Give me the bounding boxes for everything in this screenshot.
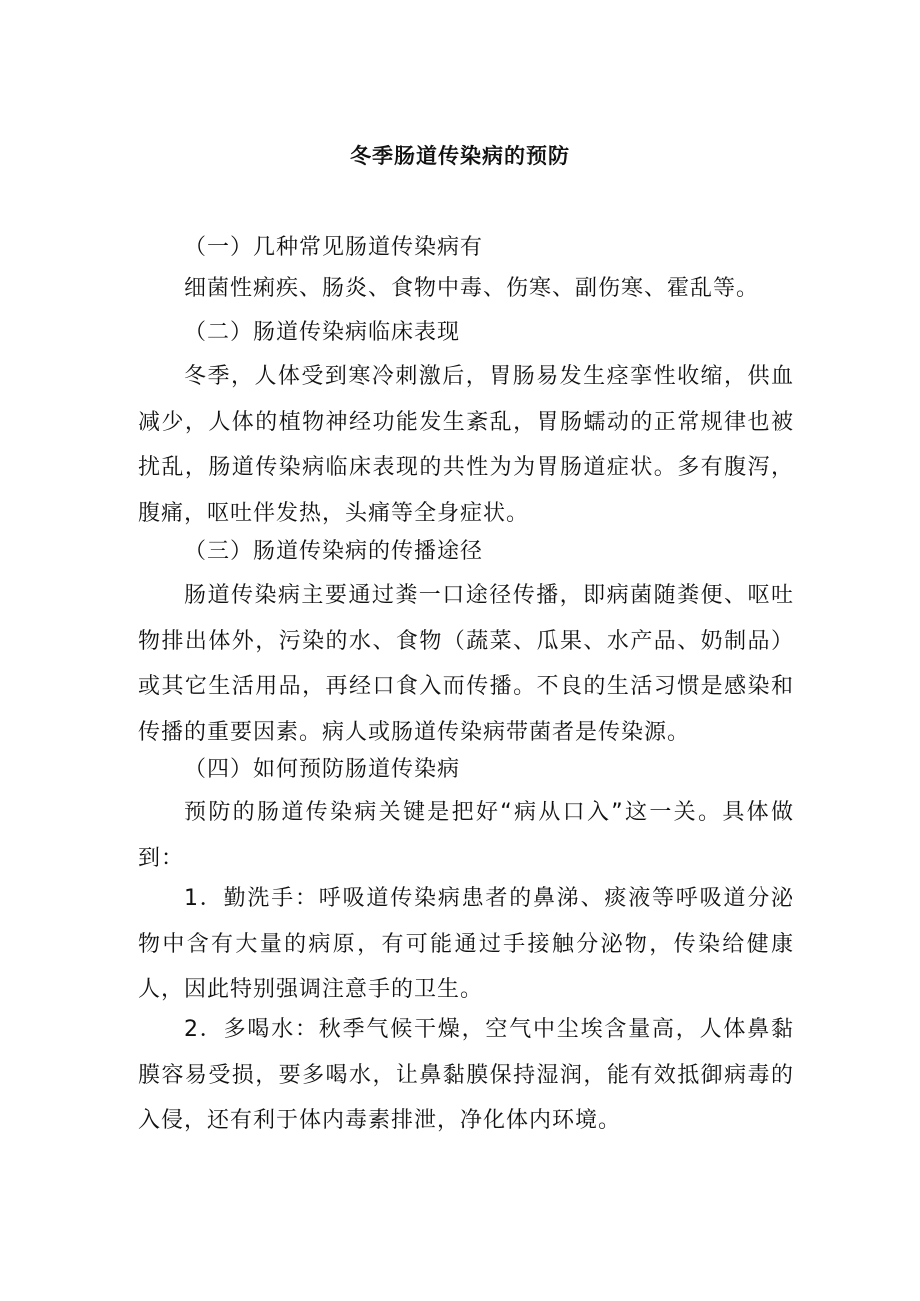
section-heading-4: （四）如何预防肠道传染病 bbox=[184, 757, 461, 782]
list-item-2: 2．多喝水：秋季气候干燥，空气中尘埃含量高，人体鼻黏膜容易受损，要多喝水，让鼻黏膜保持湿润，能有效抵御病毒的入侵，还有利于体内毒素排泄，净化体内环境。 bbox=[138, 1017, 794, 1133]
document-title: 冬季肠道传染病的预防 bbox=[350, 144, 570, 168]
section-heading-1: （一）几种常见肠道传染病有 bbox=[184, 235, 484, 260]
paragraph-3: 肠道传染病主要通过粪一口途径传播，即病菌随粪便、呕吐物排出体外，污染的水、食物（蔬菜、瓜果、水产品、奶制品）或其它生活用品，再经口食入而传播。不良的生活习惯是感染和传播的重要因素。病人或肠道传染病带菌者是传染源。 bbox=[138, 583, 794, 745]
paragraph-1: 细菌性痢疾、肠炎、食物中毒、伤寒、副伤寒、霍乱等。 bbox=[184, 276, 760, 301]
section-heading-2: （二）肠道传染病临床表现 bbox=[184, 320, 461, 345]
list-item-1: 1．勤洗手：呼吸道传染病患者的鼻涕、痰液等呼吸道分泌物中含有大量的病原，有可能通过手接触分泌物，传染给健康人，因此特别强调注意手的卫生。 bbox=[138, 886, 794, 1002]
paragraph-2: 冬季，人体受到寒冷刺激后，胃肠易发生痉挛性收缩，供血减少，人体的植物神经功能发生紊乱，胃肠蠕动的正常规律也被扰乱，肠道传染病临床表现的共性为为胃肠道症状。多有腹泻，腹痛，呕吐伴发热，头痛等全身症状。 bbox=[138, 364, 794, 526]
section-heading-3: （三）肠道传染病的传播途径 bbox=[184, 539, 484, 564]
paragraph-4: 预防的肠道传染病关键是把好“病从口入”这一关。具体做到： bbox=[138, 800, 794, 871]
